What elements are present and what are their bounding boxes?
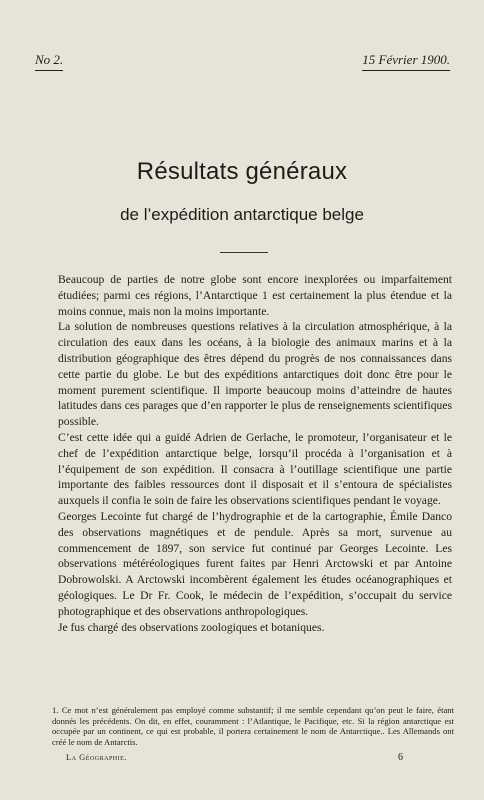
paragraph: C’est cette idée qui a guidé Adrien de Gerlache, le promoteur, l’organisateur et le chef de l’expédition antarctique belge, lorsqu’il procéda à l’organisation et à l’équipement de son expédition. Il consacra à l’outillage scientifique une partie importante des faibles ressources dont il disposait et il s’entoura de spécialistes auxquels il confia le soin de faire les observations scientifiques pendant le voyage. bbox=[58, 430, 452, 508]
article-title: Résultats généraux bbox=[136, 158, 348, 185]
paragraph: La solution de nombreuses questions relatives à la circulation atmosphérique, à la circulation des eaux dans les océans, à la biologie des animaux marins et à la distribution géographique des êtres dépend du progrès de nos connaissances dans cette partie du globe. Le but des expéditions antarctiques doit donc être pour le moment purement scientifique. Il importe beaucoup moins d’atteindre de hautes latitudes dans ces parages que d’en rapporter le plus de renseignements scientifiques possible. bbox=[58, 320, 452, 429]
footnote: 1. Ce mot n’est généralement pas employé comme substantif; il me semble cependant qu’on peut le faire, étant donnés les précédents. On dit, en effet, couramment : l’Atlantique, le Pacifique, etc. Si la région antarctique est occupée par un continent, ce qui est probable, il portera certainement le nom de Antarctique.. Les Allemands ont créé le nom de Antarctis. bbox=[52, 705, 454, 747]
issue-number: No 2. bbox=[35, 52, 63, 71]
paragraph: Je fus chargé des observations zoologiques et botaniques. bbox=[58, 620, 325, 634]
article-body bbox=[58, 272, 452, 635]
issue-date: 15 Février 1900. bbox=[362, 52, 450, 71]
paragraph: Beaucoup de parties de notre globe sont encore inexplorées ou imparfaitement étudiées; parmi ces régions, l’Antarctique 1 est certainement la plus étendue et la moins connue, mais non la moins importante. bbox=[58, 273, 452, 318]
paragraph: Georges Lecointe fut chargé de l’hydrographie et de la cartographie, Émile Danco des observations magnétiques et de pendule. Après sa mort, survenue au commencement de 1897, son service fut continué par Georges Lecointe. Les observations météréologiques furent faites par Henri Arctowski et par Antoine Dobrowolski. A Arctowski incombèrent également les études océanographiques et géologiques. Le Dr Fr. Cook, le médecin de l’expédition, s’occupait du service photographique et des observations anthropologiques. bbox=[58, 509, 452, 618]
page-number: 6 bbox=[398, 752, 403, 763]
title-divider bbox=[220, 252, 268, 253]
journal-name: La Géographie. bbox=[66, 752, 127, 762]
article-subtitle: de l’expédition antarctique belge bbox=[120, 205, 364, 224]
